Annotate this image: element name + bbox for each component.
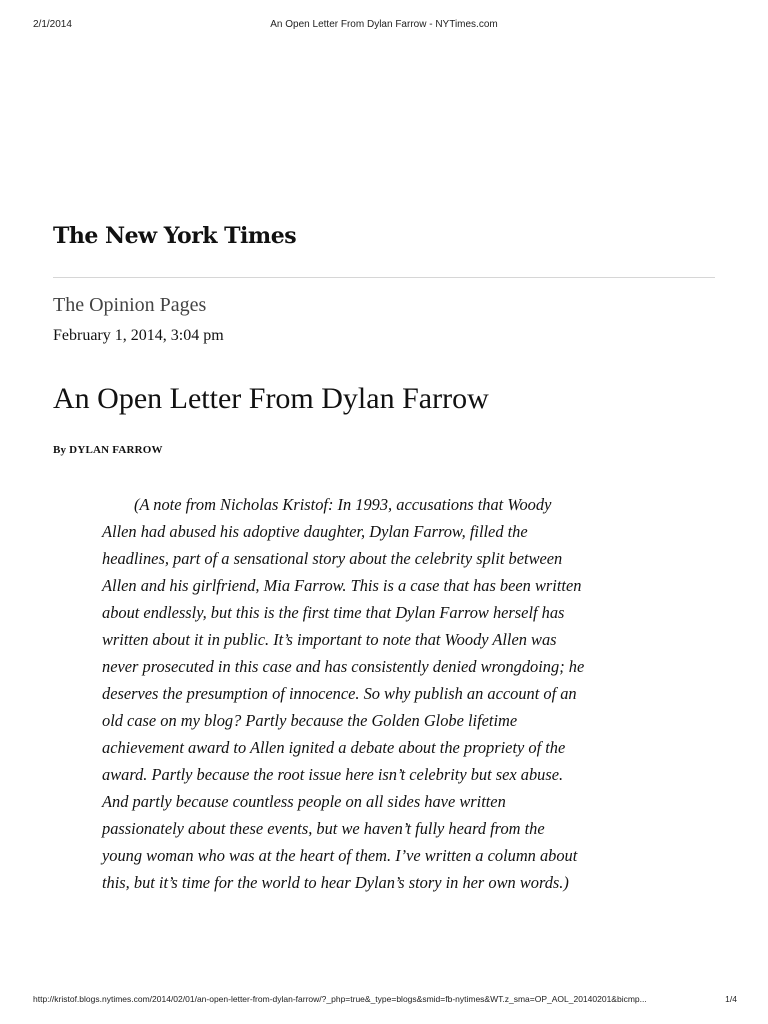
body-line: never prosecuted in this case and has consistently denied wrongdoing; he: [102, 657, 585, 676]
print-date: 2/1/2014: [33, 19, 72, 30]
body-line: Allen had abused his adoptive daughter, Dylan Farrow, filled the: [102, 522, 528, 541]
body-line: this, but it’s time for the world to hear Dylan’s story in her own words.): [102, 873, 569, 892]
body-line: passionately about these events, but we haven’t fully heard from the: [102, 819, 545, 838]
article-byline: By DYLAN FARROW: [53, 444, 163, 456]
print-url: http://kristof.blogs.nytimes.com/2014/02/01/an-open-letter-from-dylan-farrow/?_php=true&_type=blogs&smid=fb-nytimes&WT.z_sma=OP_AOL_20140201&bicmp...: [33, 994, 647, 1004]
body-line: written about it in public. It’s important to note that Woody Allen was: [102, 630, 557, 649]
body-line: achievement award to Allen ignited a debate about the propriety of the: [102, 738, 566, 757]
body-line: Allen and his girlfriend, Mia Farrow. This is a case that has been written: [102, 576, 582, 595]
article-headline: An Open Letter From Dylan Farrow: [53, 382, 489, 415]
article-body: [102, 491, 674, 896]
body-line: And partly because countless people on all sides have written: [102, 792, 506, 811]
body-line: (A note from Nicholas Kristof: In 1993, accusations that Woody: [134, 495, 552, 514]
section-name: The Opinion Pages: [53, 294, 207, 316]
body-line: award. Partly because the root issue here isn’t celebrity but sex abuse.: [102, 765, 564, 784]
body-line: deserves the presumption of innocence. So why publish an account of an: [102, 684, 577, 703]
body-line: headlines, part of a sensational story about the celebrity split between: [102, 549, 563, 568]
nyt-masthead-logo: The New York Times: [53, 223, 297, 249]
body-line: old case on my blog? Partly because the Golden Globe lifetime: [102, 711, 518, 730]
article-dateline: February 1, 2014, 3:04 pm: [53, 327, 224, 344]
body-line: about endlessly, but this is the first time that Dylan Farrow herself has: [102, 603, 565, 622]
body-line: young woman who was at the heart of them. I’ve written a column about: [102, 846, 578, 865]
masthead-divider: [53, 277, 715, 278]
print-page-title: An Open Letter From Dylan Farrow - NYTimes.com: [270, 19, 498, 30]
print-page-number: 1/4: [725, 994, 737, 1004]
